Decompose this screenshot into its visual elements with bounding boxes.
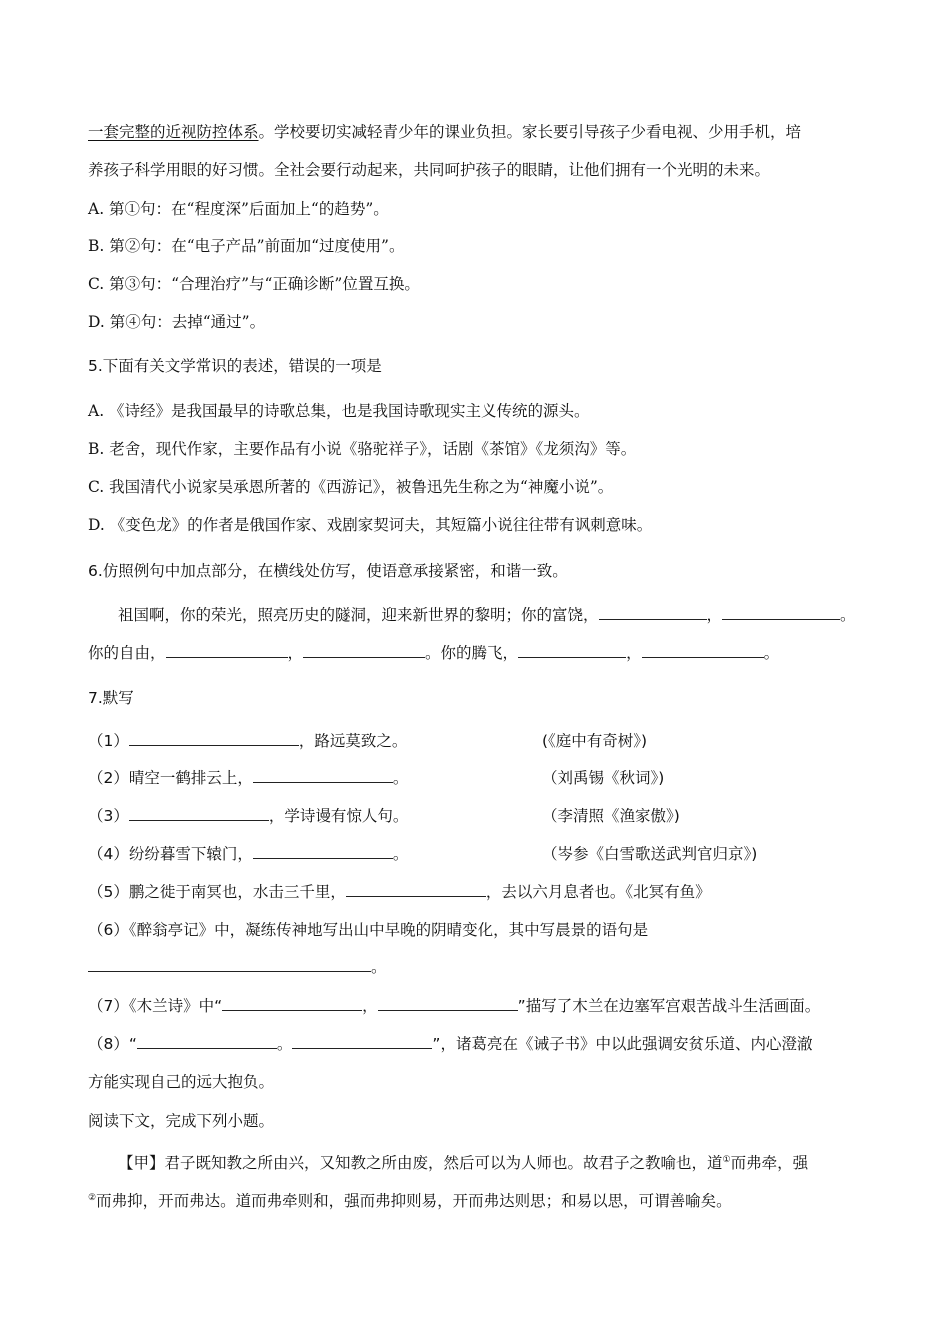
item-text: ，学诗谩有惊人句。 [268,807,409,825]
fill-blank[interactable] [253,844,393,859]
fill-blank[interactable] [129,806,269,821]
item-text: ”，诸葛亮在《诫子书》中以此强调安贫乐道、内心澄澈 [432,1035,813,1053]
passage-line-2: 养孩子科学用眼的好习惯。全社会要行动起来，共同呵护孩子的眼睛，让他们拥有一个光明的未来。 [88,161,771,179]
item-number: （3） [88,807,129,825]
fill-blank[interactable] [303,643,425,658]
fill-blank[interactable] [137,1034,277,1049]
item-text: 。 [392,845,409,863]
item-text: ，去以六月息者也。《北冥有鱼》 [485,883,711,901]
period: 。 [425,644,441,662]
item-text: ”描写了木兰在边塞军宫艰苦战斗生活画面。 [517,997,821,1015]
q7-item-7 [88,996,820,1016]
fill-blank[interactable] [292,1034,432,1049]
item-source: （岑参《白雪歌送武判官归京》) [542,845,758,863]
item-source: （刘禹锡《秋词》) [542,769,665,787]
q7-item-2 [88,768,665,788]
q7-item-6: （6）《醉翁亭记》中，凝练传神地写出山中早晚的阴晴变化，其中写晨景的语句是 [88,921,649,939]
period: 。 [276,1035,293,1053]
period: 。 [371,958,387,976]
fill-blank[interactable] [599,605,707,620]
q7-item-8-cont: 方能实现自己的远大抱负。 [88,1073,275,1091]
underlined-phrase: 一套完整的近视防控体系 [88,123,259,141]
q5-title: 5.下面有关文学常识的表述，错误的一项是 [88,357,382,375]
period: 。 [840,606,856,624]
item-text: （7）《木兰诗》中“ [88,997,223,1015]
fill-blank[interactable] [722,605,840,620]
item-source: (《庭中有奇树》) [542,732,648,750]
q6-line-1 [118,605,856,625]
fill-blank[interactable] [253,768,393,783]
comma: ， [626,644,642,662]
footnote-marker: ① [722,1155,731,1165]
item-source: （李清照《渔家傲》) [542,807,680,825]
q4-option-b: B. 第②句：在“电子产品”前面加“过度使用”。 [88,237,405,255]
q5-option-c: C. 我国清代小说家吴承恩所著的《西游记》，被鲁迅先生称之为“神魔小说”。 [88,478,614,496]
q5-option-b: B. 老舍，现代作家，主要作品有小说《骆驼祥子》，话剧《茶馆》《龙须沟》等。 [88,440,637,458]
q6-freedom: 你的自由， [88,644,166,662]
reading-intro: 阅读下文，完成下列小题。 [88,1112,275,1130]
item-text: （4）纷纷暮雪下辕门， [88,845,253,863]
q7-item-4 [88,844,758,864]
footnote-marker: ② [88,1193,97,1203]
comma: ， [287,644,304,662]
q7-item-1 [88,731,648,751]
q7-item-5 [88,882,711,902]
reading-jia-line-1 [118,1150,808,1173]
q6-rise: 你的腾飞， [440,644,519,662]
q4-option-a: A. 第①句：在“程度深”后面加上“的趋势”。 [88,200,389,218]
fill-blank[interactable] [129,731,299,746]
reading-text: 而弗牵，强 [730,1154,809,1172]
fill-blank[interactable] [346,882,486,897]
q7-item-3 [88,806,680,826]
q5-option-d: D. 《变色龙》的作者是俄国作家、戏剧家契诃夫，其短篇小说往往带有讽刺意味。 [88,516,653,534]
item-text: （8）“ [88,1035,137,1053]
period: 。 [763,644,780,662]
q4-option-d: D. 第④句：去掉“通过”。 [88,313,266,331]
item-number: （1） [88,732,129,750]
fill-blank[interactable] [166,643,288,658]
fill-blank[interactable] [642,643,764,658]
q6-title: 6.仿照例句中加点部分，在横线处仿写，使语意承接紧密，和谐一致。 [88,562,568,580]
fill-blank[interactable] [518,643,626,658]
q5-option-a: A. 《诗经》是我国最早的诗歌总集，也是我国诗歌现实主义传统的源头。 [88,402,590,420]
item-text: （5）鹏之徙于南冥也，水击三千里， [88,883,346,901]
q7-item-6-answer [88,957,387,977]
q6-line-2 [88,643,779,663]
reading-text: 而弗抑，开而弗达。道而弗牵则和，强而弗抑则易，开而弗达则思；和易以思，可谓善喻矣。 [96,1192,732,1210]
passage-line-1 [88,122,801,142]
reading-jia-line-2 [88,1188,732,1211]
item-text: ，路远莫致之。 [298,732,408,750]
q7-item-8 [88,1034,812,1054]
fill-blank[interactable] [378,996,518,1011]
fill-blank[interactable] [88,957,371,972]
q4-option-c: C. 第③句：“合理治疗”与“正确诊断”位置互换。 [88,275,420,293]
comma: ， [362,997,378,1015]
item-text: （2）晴空一鹤排云上， [88,769,253,787]
item-text: 。 [392,769,409,787]
q6-example: 祖国啊，你的荣光，照亮历史的隧洞，迎来新世界的黎明；你的富饶， [118,606,599,624]
passage-text: 。学校要切实减轻青少年的课业负担。家长要引导孩子少看电视、少用手机，培 [258,123,802,141]
fill-blank[interactable] [222,996,362,1011]
comma: ， [706,606,723,624]
q7-title: 7.默写 [88,689,134,707]
reading-text: 【甲】君子既知教之所由兴，又知教之所由废，然后可以为人师也。故君子之教喻也，道 [118,1154,723,1172]
